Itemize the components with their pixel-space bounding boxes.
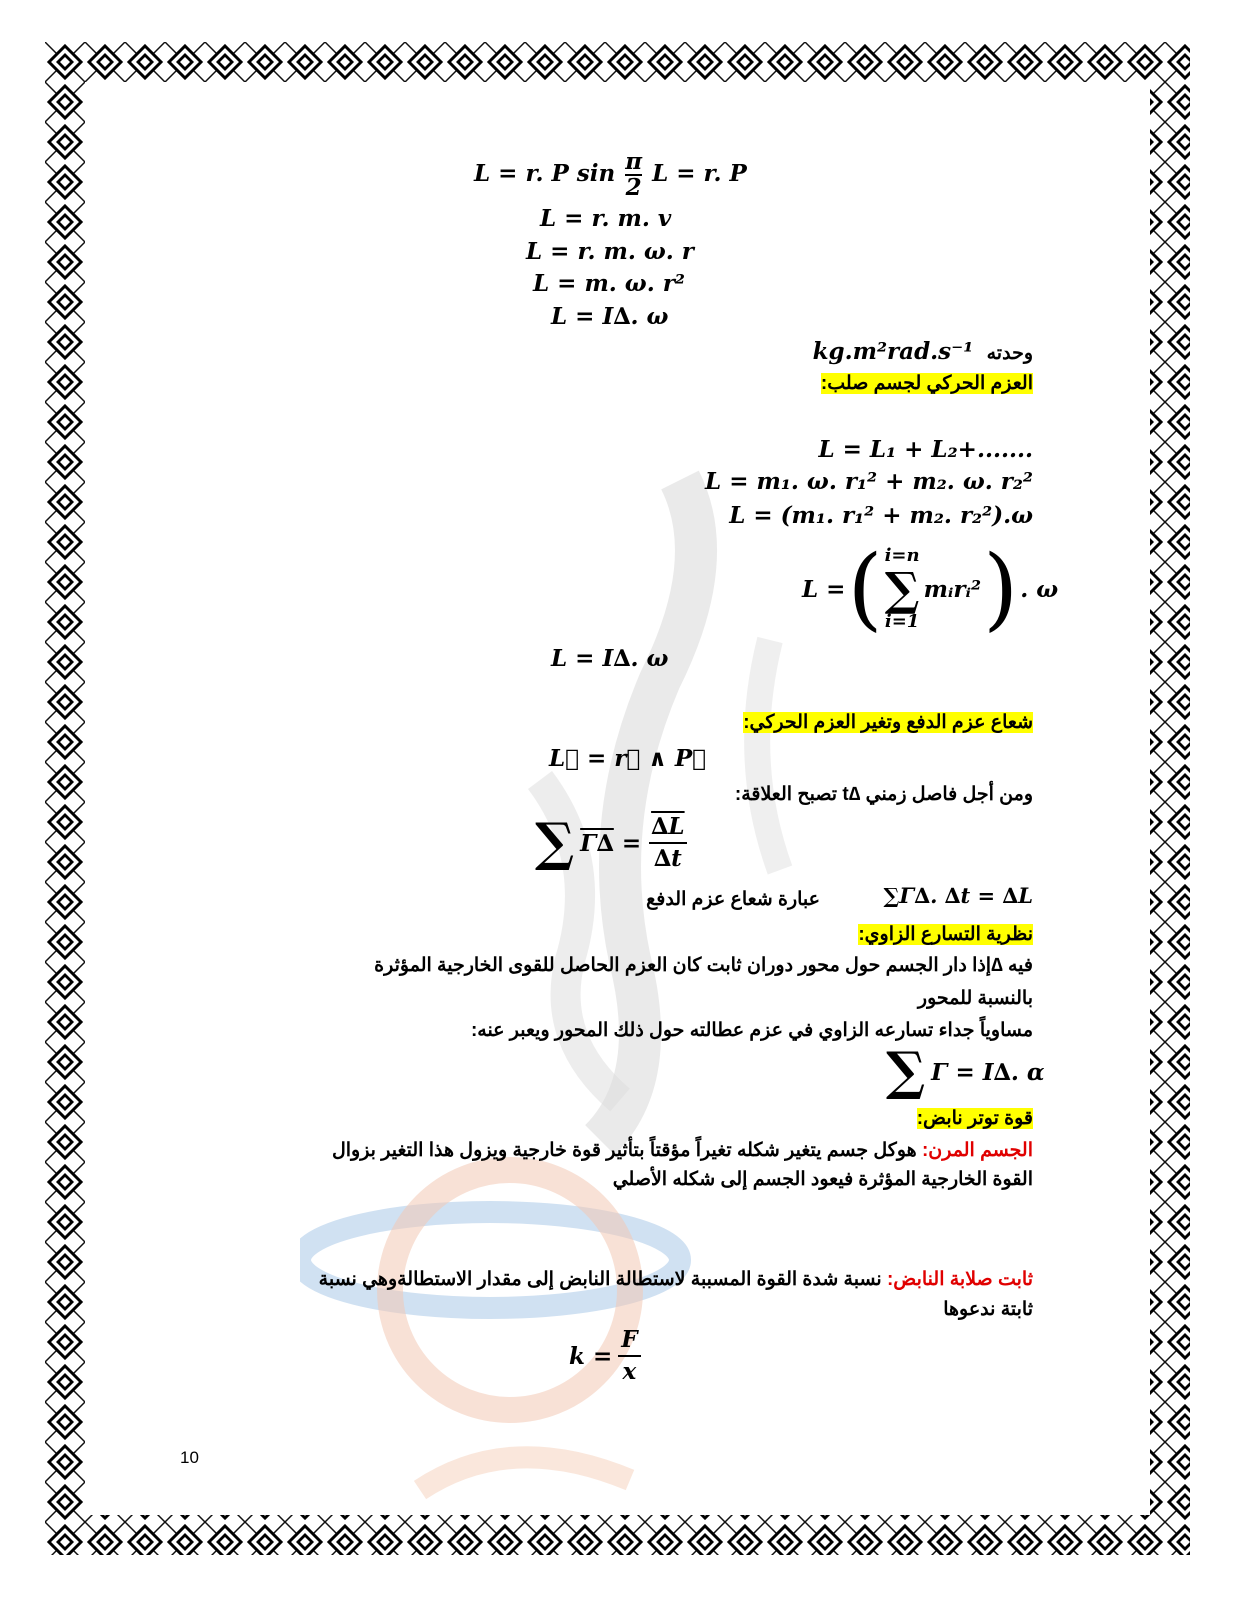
unit-label: وحدته <box>986 343 1033 364</box>
theorem-line-2: بالنسبة للمحور <box>917 988 1033 1009</box>
paren-left: ( <box>847 536 883 641</box>
equation-rigid-iw: L = I∆. ω <box>551 645 669 672</box>
equation-rmwr: L = r. m. ω. r <box>526 238 694 265</box>
heading-impulse: شعاع عزم الدفع وتغير العزم الحركي: <box>743 712 1033 733</box>
equation-angular-accel: ∑ Γ = I∆. α <box>886 1041 1045 1102</box>
heading-rigid-body: العزم الحركي لجسم صلب: <box>820 373 1033 394</box>
sum-symbol: ∑ <box>886 1041 926 1102</box>
elastic-term: الجسم المرن: <box>921 1140 1033 1161</box>
sum-operator: i=n ∑ i=1 <box>884 545 920 632</box>
equation-rigid-summation: L = ( i=n ∑ i=1 mᵢrᵢ² ) . ω <box>802 536 1059 641</box>
unit-value: kg.m²rad.s⁻¹ <box>812 338 974 365</box>
equation-vector-product: L⃗ = r⃗ ∧ P⃗ <box>549 745 706 772</box>
stiffness-line-1: ثابت صلابة النابض: نسبة شدة القوة المسببة لاستطالة النابض إلى مقدار الاستطالةوهي نسبة <box>318 1269 1033 1290</box>
equation-spring-constant: k = $\frac{F}{x}$ <box>569 1325 641 1387</box>
equation-mwr2: L = m. ω. r² <box>533 270 685 297</box>
page-number: 10 <box>180 1448 199 1467</box>
sum-symbol: ∑ <box>535 812 575 873</box>
interval-text: ومن أجل فاصل زمني ∆t تصبح العلاقة: <box>734 784 1033 805</box>
unit-line <box>813 338 1033 367</box>
equation-torque-rate: ∑ Γ∆ = $\frac{\Delta L}{\Delta t}$ <box>535 812 685 873</box>
impulse-description: عبارة شعاع عزم الدفع <box>646 889 820 910</box>
theorem-line-1: فيه ∆إذا دار الجسم حول محور دوران ثابت كان العزم الحاصل للقوى الخارجية المؤثرة <box>374 955 1033 976</box>
paren-right: ) <box>983 536 1019 641</box>
elastic-line-2: القوة الخارجية المؤثرة فيعود الجسم إلى شكله الأصلي <box>612 1169 1033 1190</box>
equation-rmv: L = r. m. v <box>540 205 672 232</box>
theorem-line-3: مساوياً جداء تسارعه الزاوي في عزم عطالته حول ذلك المحور ويعبر عنه: <box>470 1020 1033 1041</box>
stiffness-term: ثابت صلابة النابض: <box>886 1269 1033 1290</box>
impulse-equation: ∑Γ∆. ∆t = ∆L <box>883 883 1033 908</box>
frac-denominator: x <box>622 1358 637 1385</box>
heading-angular-acceleration: نظرية التسارع الزاوي: <box>858 924 1033 945</box>
frac-numerator: F <box>618 1325 640 1357</box>
equation-rigid-factored: L = (m₁. r₁² + m₂. r₂²).ω <box>729 502 1033 529</box>
heading-spring-force: قوة توتر نابض: <box>916 1108 1033 1129</box>
frac-denominator: 2 <box>625 174 642 201</box>
elastic-line-1: الجسم المرن: هوكل جسم يتغير شكله تغيراً مؤقتاً بتأثير قوة خارجية ويزول هذا التغير بزوال <box>331 1140 1033 1161</box>
equation-iw: L = I∆. ω <box>551 303 669 330</box>
frac-numerator: ∆L <box>649 812 687 844</box>
stiffness-line-2: ثابتة ندعوها <box>943 1299 1033 1320</box>
equation-rigid-expanded: L = m₁. ω. r₁² + m₂. ω. r₂² <box>705 468 1033 495</box>
frac-numerator: π <box>625 148 643 175</box>
equation-rigid-sum: L = L₁ + L₂+....... <box>818 436 1033 463</box>
equation-momentum-sin: L = r. P sin $\frac{\pi}{2}$ L = r. P <box>474 148 747 201</box>
frac-denominator: ∆t <box>653 845 682 872</box>
